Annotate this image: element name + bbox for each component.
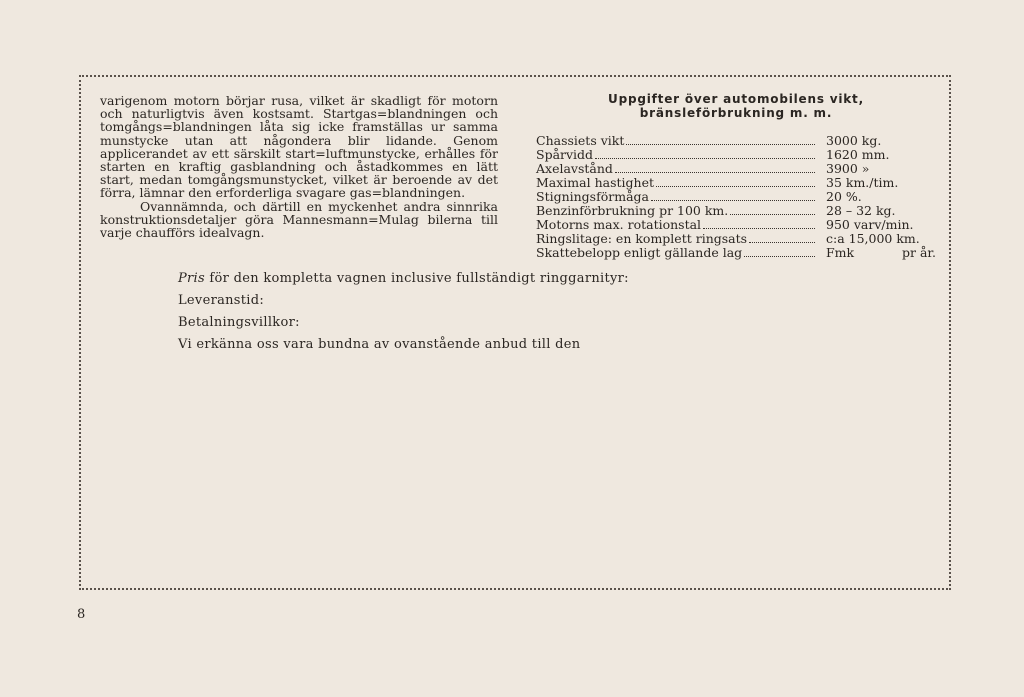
leader-dots bbox=[651, 199, 815, 201]
spec-value: 1620 mm. bbox=[826, 147, 890, 162]
spec-label: Ringslitage: en komplett ringsats bbox=[536, 231, 748, 246]
price-line bbox=[178, 272, 629, 285]
spec-row-tax bbox=[536, 246, 936, 260]
spec-row-climbing-ability bbox=[536, 190, 936, 204]
spec-value: c:a 15,000 km. bbox=[826, 231, 920, 246]
spec-row-chassis-weight bbox=[536, 134, 936, 148]
left-text-column bbox=[100, 94, 498, 239]
leader-dots bbox=[626, 143, 815, 145]
spec-row-max-speed bbox=[536, 176, 936, 190]
price-description: för den kompletta vagnen inclusive fullständigt ringgarnityr: bbox=[205, 271, 629, 286]
spec-row-ring-wear bbox=[536, 232, 936, 246]
tax-currency: Fmk bbox=[826, 245, 855, 260]
leader-dots bbox=[749, 241, 815, 243]
price-label: Pris bbox=[178, 271, 205, 286]
spec-row-track-width bbox=[536, 148, 936, 162]
page-number: 8 bbox=[77, 607, 86, 622]
spec-value: 20 %. bbox=[826, 189, 862, 204]
spec-row-wheelbase bbox=[536, 162, 936, 176]
spec-label: Maximal hastighet bbox=[536, 175, 654, 190]
leader-dots bbox=[656, 185, 815, 187]
spec-label: Axelavstånd bbox=[536, 161, 613, 176]
spec-label: Spårvidd bbox=[536, 147, 594, 162]
leader-dots bbox=[703, 227, 815, 229]
spec-row-fuel-consumption bbox=[536, 204, 936, 218]
delivery-line: Leveranstid: bbox=[178, 293, 265, 308]
spec-value bbox=[826, 246, 936, 260]
left-paragraph-2: Ovannämnda, och därtill en myckenhet andra sinnrika konstruktionsdetaljer göra Mannesmann=Mulag bilerna till varje chaufförs idealvagn. bbox=[100, 198, 498, 241]
payment-line: Betalningsvillkor: bbox=[178, 315, 300, 330]
offer-line: Vi erkänna oss vara bundna av ovanstående anbud till den bbox=[178, 337, 581, 352]
spec-value: 3000 kg. bbox=[826, 133, 882, 148]
leader-dots bbox=[615, 171, 815, 173]
spec-label: Chassiets vikt bbox=[536, 133, 625, 148]
spec-value: 3900 » bbox=[826, 161, 870, 176]
spec-row-engine-rpm bbox=[536, 218, 936, 232]
spec-heading: Uppgifter över automobilens vikt, bränsleförbrukning m. m. bbox=[608, 92, 864, 120]
spec-label: Skattebelopp enligt gällande lag bbox=[536, 245, 743, 260]
spec-label: Motorns max. rotationstal bbox=[536, 217, 702, 232]
spec-value: 950 varv/min. bbox=[826, 217, 914, 232]
leader-dots bbox=[595, 157, 815, 159]
spec-label: Stigningsförmåga bbox=[536, 189, 649, 204]
spec-label: Benzinförbrukning pr 100 km. bbox=[536, 203, 729, 218]
leader-dots bbox=[730, 213, 815, 215]
spec-value: 35 km./tim. bbox=[826, 175, 899, 190]
tax-period: pr år. bbox=[902, 245, 936, 260]
leader-dots bbox=[744, 255, 815, 257]
left-paragraph-1: varigenom motorn börjar rusa, vilket är skadligt för motorn och naturligtvis även kostsamt. Startgas=blandningen och tomgångs=blandningen låta sig icke framställas ur samma munstycke utan att någondera blir lidande. Genom applicerandet av ett särskilt start=luftmunstycke, erhålles för starten en kraftig gasblandning och åstadkommes en lätt start, medan tomgångsmunstycket, vilket är beroende av det förra, lämnar den erforderliga svagare gas=blandningen. bbox=[100, 93, 498, 201]
spec-value: 28 – 32 kg. bbox=[826, 203, 896, 218]
offer-form bbox=[178, 272, 629, 360]
spec-table bbox=[536, 92, 936, 260]
